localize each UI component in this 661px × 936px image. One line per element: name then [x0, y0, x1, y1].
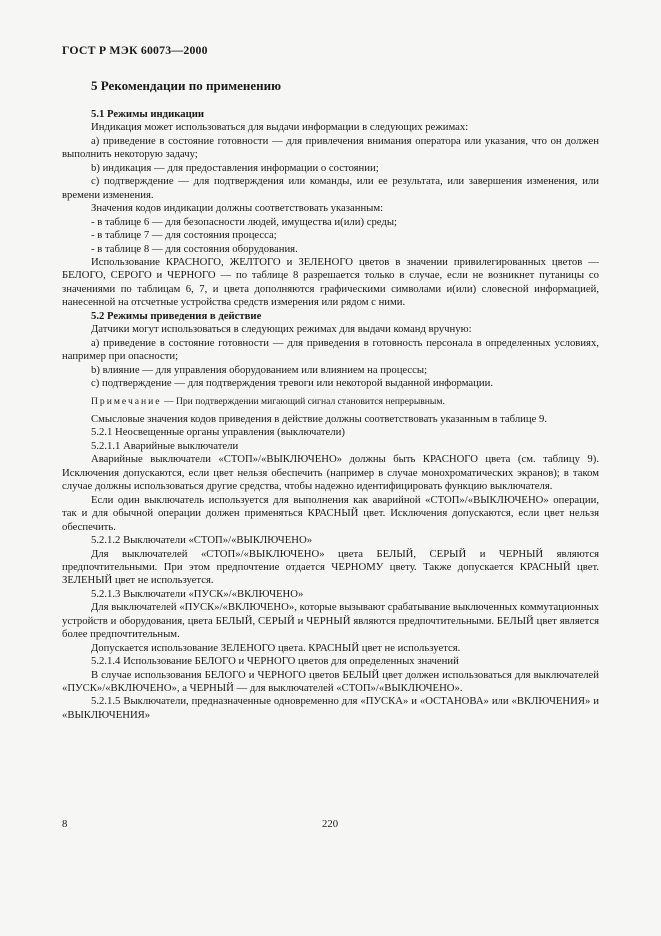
list-item: b) индикация — для предоставления информации о состоянии; — [91, 161, 379, 174]
list-item: - в таблице 7 — для состояния процесса; — [91, 229, 277, 242]
clause-heading: 5.2.1.5 Выключатели, предназначенные одновременно для «ПУСКА» и «ОСТАНОВА» или «ВКЛЮЧЕНИЯ» и «ВЫКЛЮЧЕНИЯ» — [62, 695, 599, 721]
page-number: 220 — [322, 818, 339, 830]
paragraph: Значения кодов индикации должны соответствовать указанным: — [91, 202, 384, 215]
section-number-footer: 8 — [62, 818, 68, 830]
clause-heading: 5.2.1.3 Выключатели «ПУСК»/«ВКЛЮЧЕНО» — [91, 587, 304, 600]
list-item: b) влияние — для управления оборудованием или влиянием на процессы; — [91, 363, 428, 376]
subsection-heading: 5.2 Режимы приведения в действие — [91, 309, 262, 322]
note-label: Примечание — [91, 395, 162, 407]
subsection-heading: 5.1 Режимы индикации — [91, 108, 205, 120]
paragraph: Смысловые значения кодов приведения в действие должны соответствовать указанным в таблице 9. — [91, 412, 548, 425]
clause-heading: 5.2.1.4 Использование БЕЛОГО и ЧЕРНОГО цветов для определенных значений — [91, 655, 459, 668]
note — [62, 395, 599, 408]
clause-heading: 5.2.1.1 Аварийные выключатели — [91, 439, 239, 452]
list-item: - в таблице 8 — для состояния оборудования. — [91, 242, 298, 255]
list-item: с) подтверждение — для подтверждения тревоги или некоторой выданной информации. — [91, 377, 494, 390]
paragraph: Аварийные выключатели «СТОП»/«ВЫКЛЮЧЕНО» должны быть КРАСНОГО цвета (см. таблицу 9). Исключения допускаются, если цвет нельзя обеспечить (например в случае монохроматических экранов); в таком случае должны использоваться другие средства, чтобы надежно идентифицировать функцию выключателя. — [62, 453, 599, 493]
paragraph: В случае использования БЕЛОГО и ЧЕРНОГО цветов БЕЛЫЙ цвет должен использоваться для выключателей «ПУСК»/«ВКЛЮЧЕНО», а ЧЕРНЫЙ — для выключателей «СТОП»/«ВЫКЛЮЧЕНО». — [62, 668, 599, 695]
document-body — [62, 108, 599, 722]
paragraph: Если один выключатель используется для выполнения как аварийной «СТОП»/«ВЫКЛЮЧЕНО» операции, так и для обычной операции должен применяться КРАСНЫЙ цвет. Исключения допускаются, если цвет нельзя обеспечить. — [62, 493, 599, 533]
list-item: - в таблице 6 — для безопасности людей, имущества и(или) среды; — [91, 215, 397, 228]
paragraph: Допускается использование ЗЕЛЕНОГО цвета. КРАСНЫЙ цвет не используется. — [91, 641, 461, 654]
list-item: а) приведение в состояние готовности — для привлечения внимания оператора или указания, что он должен выполнить некоторую задачу; — [62, 134, 599, 161]
paragraph: Датчики могут использоваться в следующих режимах для выдачи команд вручную: — [91, 323, 472, 336]
paragraph: Для выключателей «СТОП»/«ВЫКЛЮЧЕНО» цвета БЕЛЫЙ, СЕРЫЙ и ЧЕРНЫЙ являются предпочтительными. При этом предпочтение отдается ЧЕРНОМУ цвету. Также допускается КРАСНЫЙ цвет. ЗЕЛЕНЫЙ цвет не используется. — [62, 547, 599, 587]
document-id-header: ГОСТ Р МЭК 60073—2000 — [62, 43, 208, 57]
paragraph: Использование КРАСНОГО, ЖЕЛТОГО и ЗЕЛЕНОГО цветов в значении привилегированных цветов — БЕЛОГО, СЕРОГО и ЧЕРНОГО — по таблице 8 разрешается только в случае, если не возникнет путаницы со значениями по таблицам 6, 7, и цвета дополняются графическими символами и(или) словесной информацией, нанесенной на отсчетные устройства средств измерения или рядом с ними. — [62, 255, 599, 309]
list-item: а) приведение в состояние готовности — для приведения в готовность персонала в определенных условиях, например при опасности; — [62, 336, 599, 363]
list-item: с) подтверждение — для подтверждения или команды, или ее результата, или завершения изменения, или времени изменения. — [62, 175, 599, 201]
paragraph: Для выключателей «ПУСК»/«ВКЛЮЧЕНО», которые вызывают срабатывание выключенных коммутационных устройств и оборудования, цвета БЕЛЫЙ, СЕРЫЙ и ЧЕРНЫЙ являются предпочтительными. БЕЛЫЙ цвет является более предпочтительным. — [62, 601, 599, 641]
clause-heading: 5.2.1.2 Выключатели «СТОП»/«ВЫКЛЮЧЕНО» — [91, 534, 313, 547]
paragraph: Индикация может использоваться для выдачи информации в следующих режимах: — [91, 121, 469, 134]
note-text: — При подтверждении мигающий сигнал становится непрерывным. — [161, 395, 445, 407]
clause-heading: 5.2.1 Неосвещенные органы управления (выключатели) — [91, 426, 345, 439]
section-title: 5 Рекомендации по применению — [91, 78, 282, 93]
